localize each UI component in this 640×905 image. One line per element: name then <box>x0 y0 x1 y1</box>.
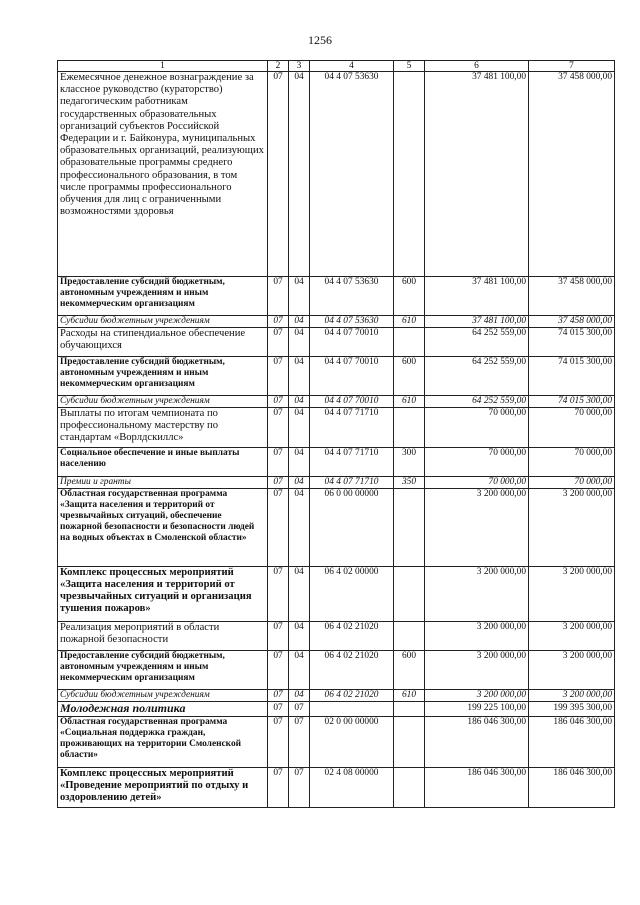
amount-current: 3 200 000,00 <box>425 690 529 702</box>
subsection-code: 07 <box>289 702 310 717</box>
amount-next: 74 015 300,00 <box>529 357 615 396</box>
amount-current: 3 200 000,00 <box>425 622 529 651</box>
section-code: 07 <box>268 717 289 768</box>
section-code: 07 <box>268 622 289 651</box>
target-code: 04 4 07 70010 <box>310 396 394 408</box>
subsection-code: 04 <box>289 489 310 567</box>
table-row <box>58 328 615 357</box>
target-code: 06 4 02 00000 <box>310 567 394 622</box>
expense-type <box>394 489 425 567</box>
amount-next: 74 015 300,00 <box>529 396 615 408</box>
subsection-code: 04 <box>289 477 310 489</box>
col-header-7: 7 <box>529 61 615 72</box>
expense-type <box>394 717 425 768</box>
row-name: Социальное обеспечение и иные выплаты населению <box>58 448 268 477</box>
row-name: Субсидии бюджетным учреждениям <box>58 396 268 408</box>
subsection-code: 04 <box>289 690 310 702</box>
amount-current: 3 200 000,00 <box>425 489 529 567</box>
amount-current: 3 200 000,00 <box>425 651 529 690</box>
amount-next: 74 015 300,00 <box>529 328 615 357</box>
subsection-code: 04 <box>289 448 310 477</box>
amount-next: 186 046 300,00 <box>529 768 615 808</box>
section-code: 07 <box>268 489 289 567</box>
table-row <box>58 396 615 408</box>
section-code: 07 <box>268 651 289 690</box>
subsection-code: 04 <box>289 408 310 448</box>
amount-next: 3 200 000,00 <box>529 651 615 690</box>
subsection-code: 07 <box>289 717 310 768</box>
table-row <box>58 622 615 651</box>
col-header-6: 6 <box>425 61 529 72</box>
section-code: 07 <box>268 567 289 622</box>
amount-current: 70 000,00 <box>425 448 529 477</box>
section-code: 07 <box>268 357 289 396</box>
expense-type <box>394 72 425 277</box>
col-header-1: 1 <box>58 61 268 72</box>
target-code: 06 4 02 21020 <box>310 622 394 651</box>
amount-next: 3 200 000,00 <box>529 489 615 567</box>
expense-type <box>394 622 425 651</box>
table-row <box>58 72 615 277</box>
amount-next: 37 458 000,00 <box>529 277 615 316</box>
amount-current: 64 252 559,00 <box>425 396 529 408</box>
subsection-code: 04 <box>289 328 310 357</box>
target-code: 04 4 07 71710 <box>310 477 394 489</box>
table-row <box>58 489 615 567</box>
table-row <box>58 651 615 690</box>
table-row <box>58 448 615 477</box>
target-code: 04 4 07 53630 <box>310 277 394 316</box>
expense-type: 350 <box>394 477 425 489</box>
expense-type: 600 <box>394 277 425 316</box>
expense-type <box>394 702 425 717</box>
subsection-code: 04 <box>289 651 310 690</box>
expense-type: 300 <box>394 448 425 477</box>
target-code: 04 4 07 53630 <box>310 316 394 328</box>
amount-next: 70 000,00 <box>529 477 615 489</box>
row-name: Предоставление субсидий бюджетным, автономным учреждениям и иным некоммерческим организациям <box>58 277 268 316</box>
target-code: 04 4 07 71710 <box>310 408 394 448</box>
amount-next: 3 200 000,00 <box>529 690 615 702</box>
row-name: Областная государственная программа «Социальная поддержка граждан, проживающих на территории Смоленской области» <box>58 717 268 768</box>
col-header-2: 2 <box>268 61 289 72</box>
target-code <box>310 702 394 717</box>
amount-next: 70 000,00 <box>529 408 615 448</box>
row-name: Предоставление субсидий бюджетным, автономным учреждениям и иным некоммерческим организациям <box>58 651 268 690</box>
row-name: Выплаты по итогам чемпионата по профессиональному мастерству по стандартам «Ворлдскиллс» <box>58 408 268 448</box>
amount-next: 199 395 300,00 <box>529 702 615 717</box>
section-code: 07 <box>268 396 289 408</box>
subsection-code: 04 <box>289 277 310 316</box>
col-header-5: 5 <box>394 61 425 72</box>
col-header-3: 3 <box>289 61 310 72</box>
expense-type <box>394 408 425 448</box>
target-code: 04 4 07 70010 <box>310 357 394 396</box>
amount-current: 186 046 300,00 <box>425 768 529 808</box>
section-code: 07 <box>268 72 289 277</box>
target-code: 04 4 07 70010 <box>310 328 394 357</box>
amount-current: 186 046 300,00 <box>425 717 529 768</box>
table-row <box>58 717 615 768</box>
amount-current: 37 481 100,00 <box>425 277 529 316</box>
amount-next: 37 458 000,00 <box>529 72 615 277</box>
section-code: 07 <box>268 448 289 477</box>
amount-current: 3 200 000,00 <box>425 567 529 622</box>
subsection-code: 04 <box>289 567 310 622</box>
subsection-code: 04 <box>289 72 310 277</box>
expense-type <box>394 768 425 808</box>
row-name: Молодежная политика <box>58 702 268 717</box>
amount-next: 3 200 000,00 <box>529 567 615 622</box>
subsection-code: 04 <box>289 316 310 328</box>
table-row <box>58 357 615 396</box>
table-row <box>58 768 615 808</box>
section-code: 07 <box>268 328 289 357</box>
row-name: Расходы на стипендиальное обеспечение обучающихся <box>58 328 268 357</box>
amount-current: 37 481 100,00 <box>425 72 529 277</box>
row-name: Комплекс процессных мероприятий «Защита населения и территорий от чрезвычайных ситуаций и организация тушения пожаров» <box>58 567 268 622</box>
subsection-code: 04 <box>289 357 310 396</box>
target-code: 06 4 02 21020 <box>310 690 394 702</box>
target-code: 02 0 00 00000 <box>310 717 394 768</box>
table-row <box>58 408 615 448</box>
target-code: 06 4 02 21020 <box>310 651 394 690</box>
amount-current: 64 252 559,00 <box>425 357 529 396</box>
target-code: 06 0 00 00000 <box>310 489 394 567</box>
row-name: Комплекс процессных мероприятий «Проведение мероприятий по отдыху и оздоровлению детей» <box>58 768 268 808</box>
table-row <box>58 567 615 622</box>
table-row <box>58 690 615 702</box>
section-code: 07 <box>268 477 289 489</box>
row-name: Ежемесячное денежное вознаграждение за классное руководство (кураторство) педагогическим работникам государственных образовательных организаций субъектов Российской Федерации и г. Байконура, муниципальных образовательных организаций, реализующих образовательные программы среднего профессионального образования, в том числе программы профессионального обучения для лиц с ограниченными возможностями здоровья <box>58 72 268 277</box>
expense-type: 610 <box>394 316 425 328</box>
amount-next: 3 200 000,00 <box>529 622 615 651</box>
section-code: 07 <box>268 768 289 808</box>
subsection-code: 07 <box>289 768 310 808</box>
expense-type: 600 <box>394 651 425 690</box>
budget-table <box>57 60 615 808</box>
section-code: 07 <box>268 277 289 316</box>
table-row <box>58 702 615 717</box>
row-name: Субсидии бюджетным учреждениям <box>58 690 268 702</box>
col-header-4: 4 <box>310 61 394 72</box>
row-name: Предоставление субсидий бюджетным, автономным учреждениям и иным некоммерческим организациям <box>58 357 268 396</box>
amount-next: 37 458 000,00 <box>529 316 615 328</box>
expense-type <box>394 567 425 622</box>
amount-current: 37 481 100,00 <box>425 316 529 328</box>
row-name: Реализация мероприятий в области пожарной безопасности <box>58 622 268 651</box>
target-code: 02 4 08 00000 <box>310 768 394 808</box>
amount-current: 70 000,00 <box>425 408 529 448</box>
expense-type <box>394 328 425 357</box>
expense-type: 600 <box>394 357 425 396</box>
table-row <box>58 316 615 328</box>
target-code: 04 4 07 71710 <box>310 448 394 477</box>
row-name: Субсидии бюджетным учреждениям <box>58 316 268 328</box>
subsection-code: 04 <box>289 396 310 408</box>
target-code: 04 4 07 53630 <box>310 72 394 277</box>
amount-next: 70 000,00 <box>529 448 615 477</box>
row-name: Премии и гранты <box>58 477 268 489</box>
section-code: 07 <box>268 690 289 702</box>
amount-current: 64 252 559,00 <box>425 328 529 357</box>
page-number: 1256 <box>308 33 332 47</box>
amount-next: 186 046 300,00 <box>529 717 615 768</box>
header-row <box>58 61 615 72</box>
table-row <box>58 277 615 316</box>
amount-current: 70 000,00 <box>425 477 529 489</box>
table-row <box>58 477 615 489</box>
expense-type: 610 <box>394 690 425 702</box>
subsection-code: 04 <box>289 622 310 651</box>
amount-current: 199 225 100,00 <box>425 702 529 717</box>
section-code: 07 <box>268 702 289 717</box>
section-code: 07 <box>268 316 289 328</box>
table-body <box>58 72 615 808</box>
expense-type: 610 <box>394 396 425 408</box>
row-name: Областная государственная программа «Защита населения и территорий от чрезвычайных ситуаций, обеспечение пожарной безопасности и безопасности людей на водных объектах в Смоленской области» <box>58 489 268 567</box>
section-code: 07 <box>268 408 289 448</box>
